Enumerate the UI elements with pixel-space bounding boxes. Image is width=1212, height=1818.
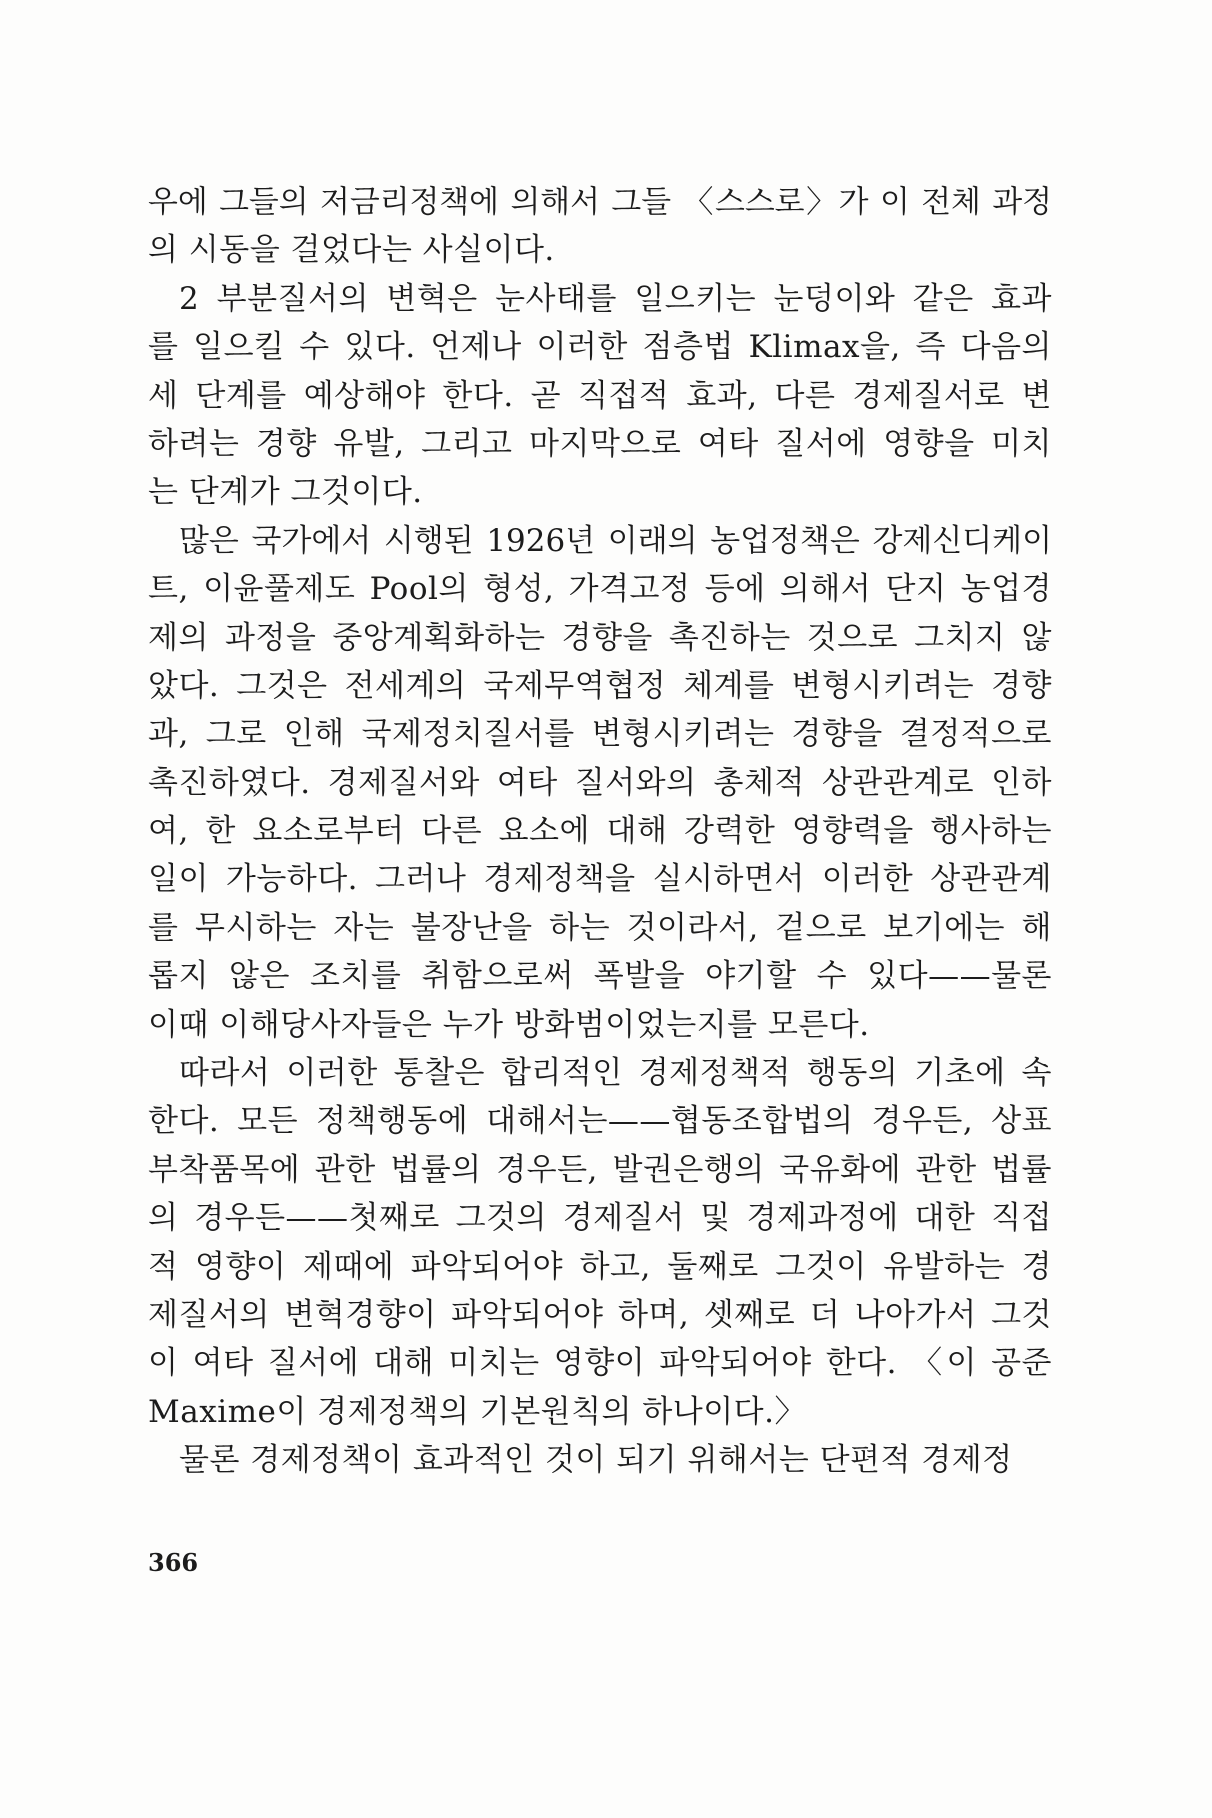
text-line: 는 단계가 그것이다. [148,474,423,511]
text-line: 이때 이해당사자들은 누가 방화범이었는지를 모른다. [148,1006,870,1043]
body-text [148,178,1052,1485]
text-line: 제질서의 변혁경향이 파악되어야 하며, 셋째로 더 나아가서 그것 [148,1296,1052,1333]
text-line: 따라서 이러한 통찰은 합리적인 경제정책적 행동의 기초에 속 [179,1055,1052,1092]
text-line: Maxime이 경제정책의 기본원칙의 하나이다.〉 [148,1393,806,1430]
text-line: 우에 그들의 저금리정책에 의해서 그들 〈스스로〉가 이 전체 과정 [148,184,1052,220]
text-line: 여, 한 요소로부터 다른 요소에 대해 강력한 영향력을 행사하는 [148,813,1052,850]
text-line: 한다. 모든 정책행동에 대해서는——협동조합법의 경우든, 상표 [148,1103,1052,1140]
page-number: 366 [148,1548,199,1577]
text-line: 촉진하였다. 경제질서와 여타 질서와의 총체적 상관관계로 인하 [148,764,1052,801]
text-line: 의 시동을 걸었다는 사실이다. [148,232,555,269]
text-line: 의 경우든——첫째로 그것의 경제질서 및 경제과정에 대한 직접 [148,1200,1052,1237]
text-line: 를 일으킬 수 있다. 언제나 이러한 점층법 Klimax을, 즉 다음의 [148,329,1052,366]
text-line: 2 부분질서의 변혁은 눈사태를 일으키는 눈덩이와 같은 효과 [179,280,1052,317]
text-line: 적 영향이 제때에 파악되어야 하고, 둘째로 그것이 유발하는 경 [148,1248,1052,1285]
text-line: 이 여타 질서에 대해 미치는 영향이 파악되어야 한다. 〈이 공준 [148,1345,1052,1382]
text-line: 하려는 경향 유발, 그리고 마지막으로 여타 질서에 영향을 미치 [148,425,1052,462]
text-line: 롭지 않은 조치를 취함으로써 폭발을 야기할 수 있다——물론 [148,958,1052,995]
text-line: 를 무시하는 자는 불장난을 하는 것이라서, 겉으로 보기에는 해 [148,909,1052,946]
text-line: 과, 그로 인해 국제정치질서를 변형시키려는 경향을 결정적으로 [148,716,1052,753]
text-line: 세 단계를 예상해야 한다. 곧 직접적 효과, 다른 경제질서로 변 [148,377,1052,414]
text-line: 제의 과정을 중앙계획화하는 경향을 촉진하는 것으로 그치지 않 [148,619,1052,656]
text-line: 부착품목에 관한 법률의 경우든, 발권은행의 국유화에 관한 법률 [148,1151,1052,1188]
text-line: 많은 국가에서 시행된 1926년 이래의 농업정책은 강제신디케이 [179,522,1052,559]
text-line: 았다. 그것은 전세계의 국제무역협정 체계를 변형시키려는 경향 [148,667,1052,704]
text-line: 일이 가능하다. 그러나 경제정책을 실시하면서 이러한 상관관계 [148,861,1052,898]
text-line: 물론 경제정책이 효과적인 것이 되기 위해서는 단편적 경제정 [179,1442,1013,1479]
text-line: 트, 이윤풀제도 Pool의 형성, 가격고정 등에 의해서 단지 농업경 [148,571,1052,608]
